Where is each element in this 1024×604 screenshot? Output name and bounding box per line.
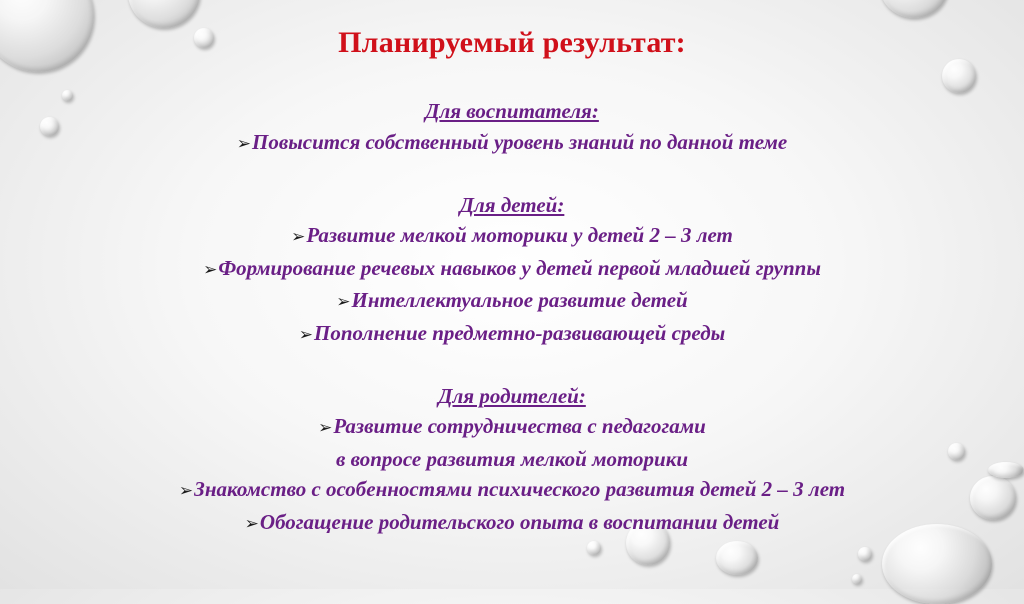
list-item-text: Пополнение предметно-развивающей среды <box>314 320 726 345</box>
spacer <box>0 159 1024 190</box>
water-drop-decoration <box>128 0 200 28</box>
water-drop-decoration <box>858 547 872 561</box>
slide-title: Планируемый результат: <box>338 26 686 59</box>
arrow-bullet-icon: ➢ <box>298 324 314 345</box>
list-item <box>0 474 1024 507</box>
water-drop-decoration <box>942 59 976 93</box>
section-heading-children: Для детей: <box>459 192 565 217</box>
list-item-continuation: в вопросе развития мелкой моторики <box>335 446 689 471</box>
list-item-text: Знакомство с особенностями психического развития детей 2 – 3 лет <box>194 477 846 501</box>
water-drop-decoration <box>716 541 758 575</box>
arrow-bullet-icon: ➢ <box>291 227 306 247</box>
list-item <box>0 220 1024 253</box>
arrow-bullet-icon: ➢ <box>318 418 333 438</box>
results-content <box>0 96 1024 539</box>
list-item <box>0 127 1024 160</box>
list-item-text: Формирование речевых навыков у детей первой младшей группы <box>218 255 821 280</box>
arrow-bullet-icon: ➢ <box>203 259 218 280</box>
list-item <box>0 253 1024 286</box>
water-drop-decoration <box>587 541 601 555</box>
water-drop-decoration <box>880 0 948 18</box>
arrow-bullet-icon: ➢ <box>336 292 351 312</box>
list-item-text: Развитие сотрудничества с педагогами <box>333 414 706 438</box>
list-item <box>0 411 1024 444</box>
list-item <box>0 285 1024 318</box>
list-item <box>0 507 1024 540</box>
list-item <box>0 318 1024 351</box>
spacer <box>0 350 1024 381</box>
list-item-text: Повысится собственный уровень знаний по данной теме <box>252 129 788 154</box>
section-heading-parents: Для родителей: <box>438 383 586 408</box>
section-heading-teacher: Для воспитателя: <box>425 99 599 123</box>
arrow-bullet-icon: ➢ <box>178 481 194 501</box>
arrow-bullet-icon: ➢ <box>236 133 252 154</box>
list-item-text: Интеллектуальное развитие детей <box>351 288 688 312</box>
arrow-bullet-icon: ➢ <box>244 513 259 534</box>
water-drop-decoration <box>852 574 862 584</box>
list-item-text: Обогащение родительского опыта в воспитании детей <box>259 509 780 534</box>
list-item-text: Развитие мелкой моторики у детей 2 – 3 лет <box>306 223 733 247</box>
